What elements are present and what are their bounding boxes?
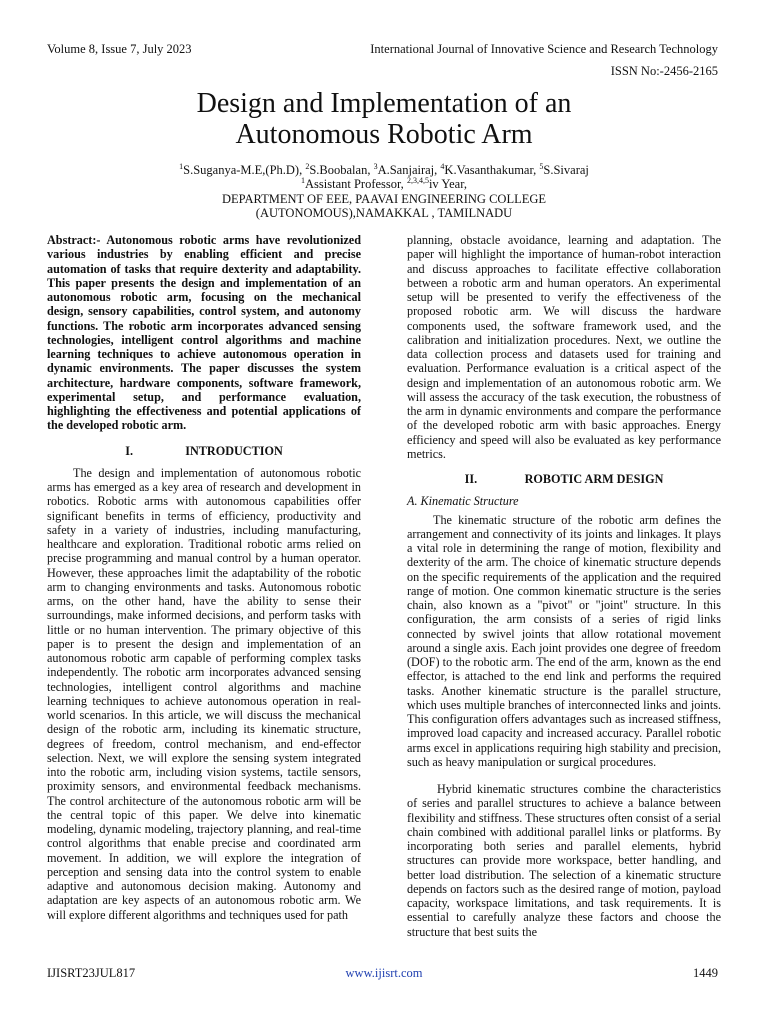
- abstract: Abstract:- Autonomous robotic arms have revolutionized various industries by enabling efficient and precise automation of tasks that require dexterity and adaptability. This paper presents the design and implementation of an autonomous robotic arm, focusing on the mechanical design, sensory capabilities, control system, and autonomy functions. The robotic arm incorporates advanced sensing technologies, intelligent control algorithms and machine learning techniques to achieve autonomous operation in dynamic environments. The paper discusses the system architecture, hardware components, software framework, experimental setup, and performance evaluation, highlighting the effectiveness and potential applications of the developed robotic arm.: [47, 233, 361, 433]
- subsection-heading-kinematic-structure: A. Kinematic Structure: [407, 494, 519, 509]
- department: DEPARTMENT OF EEE, PAAVAI ENGINEERING COLLEGE: [221, 191, 547, 206]
- journal-website-link[interactable]: www.ijisrt.com: [345, 966, 423, 980]
- author-roles: $^1$Assistant Professor, $^{2,3,4,5}$iv Year,: [301, 176, 467, 192]
- kinematic-paragraph: The kinematic structure of the robotic arm defines the arrangement and connectivity of its joints and linkages. It plays a vital role in determining the range of motion, flexibility and dexterity of the arm. The choice of kinematic structure depends on the specific requirements of the application and the required range of motion. One common kinematic structure is the series chain, also known as a "pivot" or "joint" structure. In this configuration, the arm consists of a series of rigid links connected by swivel joints that allow rotational movement around a single axis. Each joint provides one degree of freedom (DOF) to the robotic arm. The end of the arm, known as the end effector, is attached to the end link and performs the required tasks. Another kinematic structure is the parallel structure, which uses multiple branches of interconnected links and joints. This configuration offers advantages such as increased stiffness, improved load capacity and increased accuracy. Parallel robotic arms excel in applications requiring high stability and precision, such as heavy manipulation or surgical procedures.: [407, 512, 721, 769]
- introduction-paragraph-continued: planning, obstacle avoidance, learning and adaptation. The paper will highlight the importance of human-robot interaction and discuss approaches to facilitate effective collaboration between a robotic arm and human operators. An experimental setup will be presented to verify the effectiveness of the proposed robotic arm. We will discuss the hardware components used, the software framework used, and the calibration and initialization procedures. Next, we outline the data collection process and datasets used for training and evaluation. Performance evaluation is a critical aspect of the design and implementation of an autonomous robotic arm. We will assess the accuracy of the task execution, the robustness of the arm in dynamic environments and compare the performance of the developed robotic arm with basic approaches. Energy efficiency and speed will also be evaluated as key performance metrics.: [407, 233, 721, 461]
- hybrid-kinematic-paragraph: Hybrid kinematic structures combine the characteristics of series and parallel structures to achieve a balance between flexibility and stiffness. These structures often consist of a serial chain combined with additional parallel links or platforms. By incorporating both series and parallel elements, hybrid structures can provide more workspace, better handling, and better load distribution. The selection of a kinematic structure depends on factors such as the desired range of motion, payload capacity, workspace limitations, and task requirements. It is essential to carefully analyze these factors and choose the structure that best suits the: [407, 782, 721, 939]
- college: (AUTONOMOUS),NAMAKKAL , TAMILNADU: [255, 206, 513, 221]
- journal-name: International Journal of Innovative Science and Research Technology: [370, 42, 718, 56]
- author-list: $^1$S.Suganya-M.E,(Ph.D), $^2$S.Boobalan, $^3$A.Sanjairaj, $^4$K.Vasanthakumar, $^5$S.Sivaraj: [179, 161, 589, 177]
- paper-title-line1: Design and Implementation of an: [196, 88, 572, 119]
- paper-title-line2: Autonomous Robotic Arm: [235, 119, 533, 150]
- page-number: 1449: [693, 966, 718, 980]
- section-heading-robotic-arm-design: II. ROBOTIC ARM DESIGN: [464, 472, 664, 486]
- paper-title: [0, 88, 768, 150]
- paper-id: IJISRT23JUL817: [47, 966, 136, 980]
- right-column: [407, 233, 721, 939]
- journal-volume: Volume 8, Issue 7, July 2023: [47, 42, 192, 56]
- introduction-paragraph: The design and implementation of autonomous robotic arms has emerged as a key area of research and development in robotics. Robotic arms with autonomous capabilities offer significant benefits in terms of efficiency, productivity and safety in a variety of industries, including manufacturing, healthcare and exploration. Traditional robotic arms relied on precise programming and manual control by a human operator. However, these approaches limit the adaptability of the robotic arm to changing environments and tasks. Autonomous robotic arms, on the other hand, have the ability to sense their surroundings, make informed decisions, and perform tasks with little or no human intervention. The primary objective of this paper is to present the design and implementation of an autonomous robotic arm capable of performing complex tasks independently. The robotic arm incorporates advanced sensing technologies, intelligent control algorithms and machine learning techniques to achieve autonomous operation in real-world scenarios. In this article, we will discuss the mechanical design of the robotic arm, including its kinematic structure, degrees of freedom, control mechanism, and end-effector selection. Next, we will explore the sensing system integrated into the robotic arm, including vision systems, tactile sensors, proximity sensors, and environmental feedback mechanisms. The control architecture of the autonomous robotic arm will be the central topic of this paper. We delve into kinematic modeling, dynamic modeling, trajectory planning, and real-time control algorithms that enable precise and coordinated arm movement. In addition, we will explore the integration of perception and sensing data into the control system to enable adaptive and autonomous decision making. Autonomy and adaptation are key aspects of an autonomous robotic arm. We will explore different algorithms and techniques used for path: [47, 465, 361, 922]
- issn: ISSN No:-2456-2165: [610, 64, 718, 78]
- author-block: [0, 163, 768, 221]
- left-column: [47, 233, 361, 922]
- section-heading-introduction: I. INTRODUCTION: [125, 443, 283, 458]
